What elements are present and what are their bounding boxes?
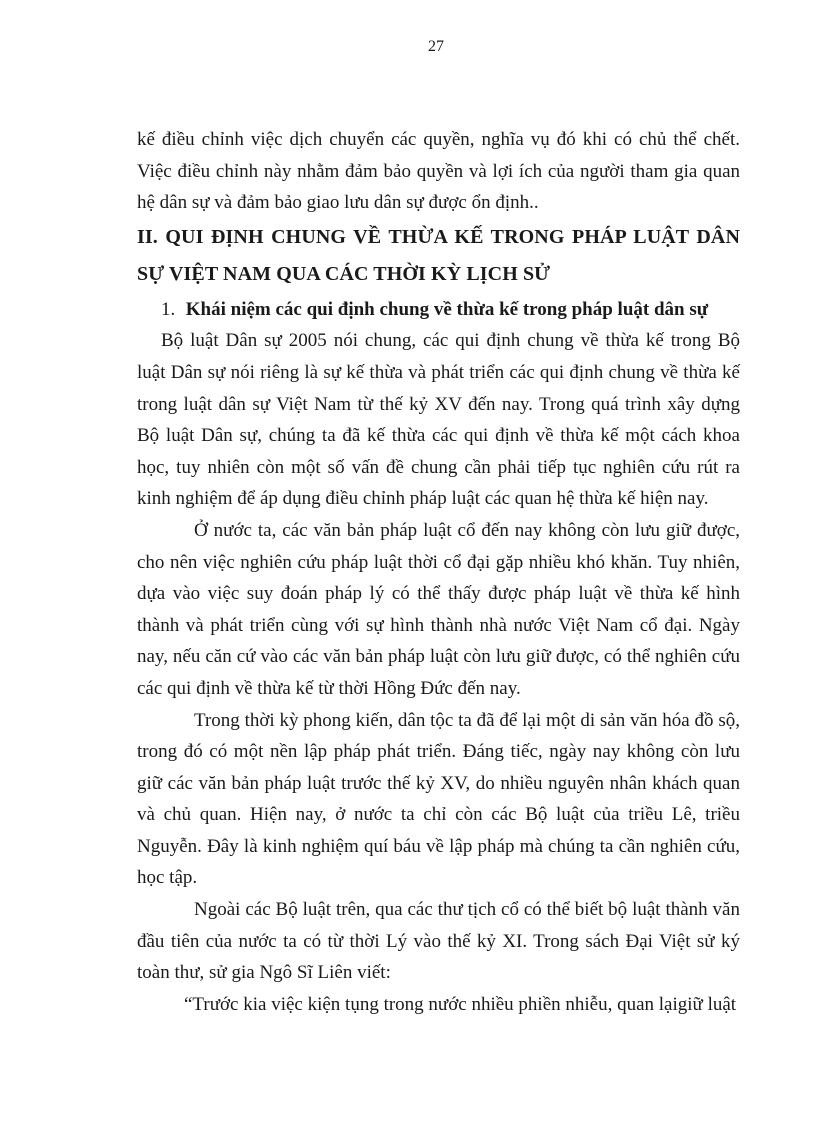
page-number: 27 [428, 38, 444, 55]
sub-heading-title: Khái niệm các qui định chung về thừa kế trong pháp luật dân sự [185, 298, 709, 320]
body-text [137, 124, 740, 1020]
paragraph: Bộ luật Dân sự 2005 nói chung, các qui định chung về thừa kế trong Bộ luật Dân sự nói riêng là sự kế thừa và phát triển các qui định chung về thừa kế trong luật dân sự Việt Nam từ thế kỷ XV đến nay. Trong quá trình xây dựng Bộ luật Dân sự, chúng ta đã kế thừa các qui định về thừa kế một cách khoa học, tuy nhiên còn một số vấn đề chung cần phải tiếp tục nghiên cứu rút ra kinh nghiệm để áp dụng điều chỉnh pháp luật các quan hệ thừa kế hiện nay. [137, 330, 740, 510]
paragraph: Trong thời kỳ phong kiến, dân tộc ta đã để lại một di sản văn hóa đồ sộ, trong đó có một nền lập pháp phát triển. Đáng tiếc, ngày nay không còn lưu giữ các văn bản pháp luật trước thế kỷ XV, do nhiều nguyên nhân khách quan và chủ quan. Hiện nay, ở nước ta chỉ còn các Bộ luật của triều Lê, triều Nguyễn. Đây là kinh nghiệm quí báu về lập pháp mà chúng ta cần nghiên cứu, học tập. [137, 709, 740, 889]
paragraph: Ở nước ta, các văn bản pháp luật cổ đến nay không còn lưu giữ được, cho nên việc nghiên cứu pháp luật thời cổ đại gặp nhiều khó khăn. Tuy nhiên, dựa vào việc suy đoán pháp lý có thể thấy được pháp luật về thừa kế hình thành và phát triển cùng với sự hình thành nhà nước Việt Nam cổ đại. Ngày nay, nếu căn cứ vào các văn bản pháp luật còn lưu giữ được, có thể nghiên cứu các qui định về thừa kế từ thời Hồng Đức đến nay. [137, 519, 740, 699]
section-heading: II. QUI ĐỊNH CHUNG VỀ THỪA KẾ TRONG PHÁP LUẬT DÂN SỰ VIỆT NAM QUA CÁC THỜI KỲ LỊCH SỬ [137, 225, 740, 286]
paragraph: Ngoài các Bộ luật trên, qua các thư tịch cổ có thể biết bộ luật thành văn đầu tiên của nước ta có từ thời Lý vào thế kỷ XI. Trong sách Đại Việt sử ký toàn thư, sử gia Ngô Sĩ Liên viết: [137, 899, 740, 984]
quote-paragraph: “Trước kia việc kiện tụng trong nước nhiều phiền nhiễu, quan lạigiữ luật [184, 993, 737, 1015]
sub-heading [137, 294, 740, 326]
paragraph-intro: kế điều chỉnh việc dịch chuyển các quyền, nghĩa vụ đó khi có chủ thể chết. Việc điều chỉnh này nhằm đảm bảo quyền và lợi ích của người tham gia quan hệ dân sự và đảm bảo giao lưu dân sự được ổn định.. [137, 129, 740, 214]
sub-heading-number: 1. [161, 298, 176, 320]
